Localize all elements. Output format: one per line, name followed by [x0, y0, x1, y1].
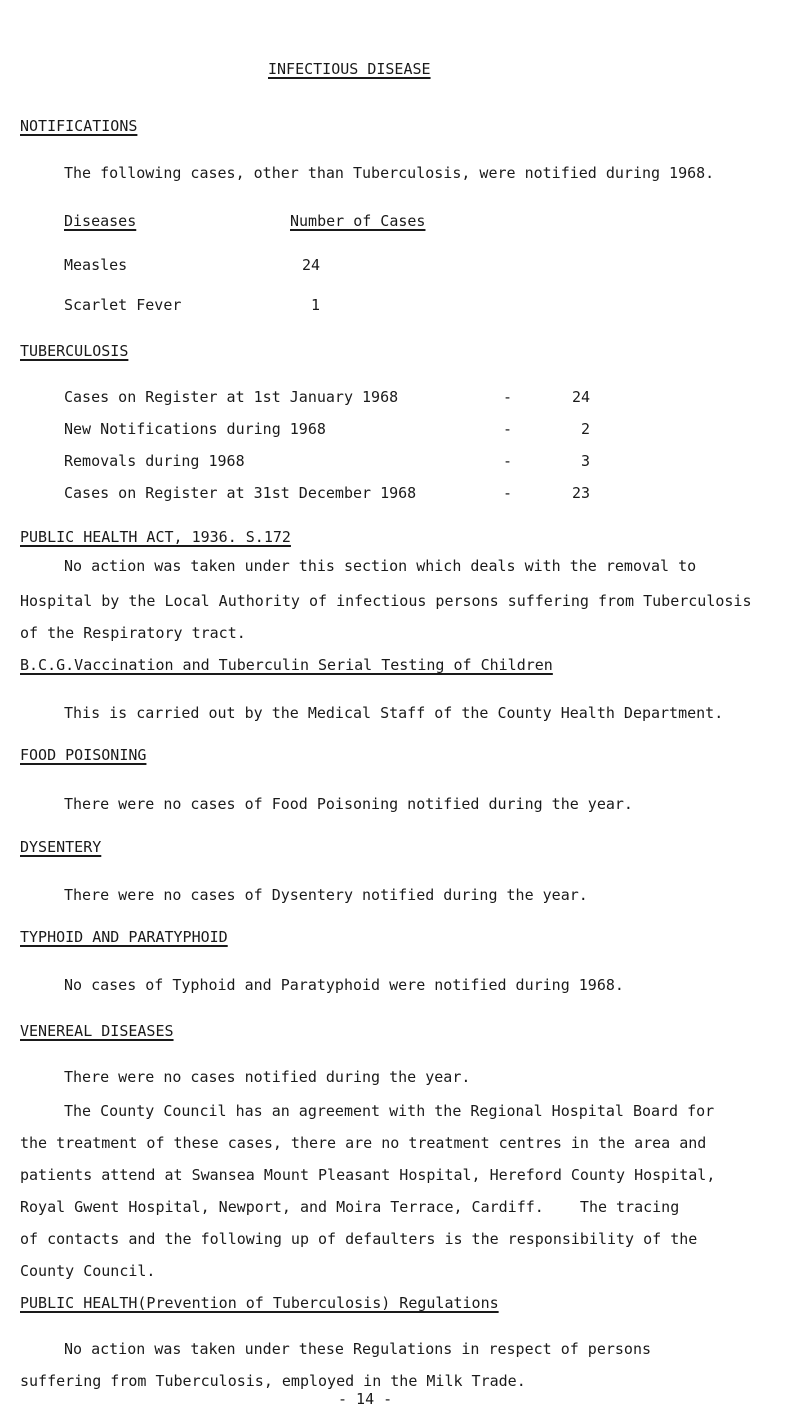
cases-column-header: Number of Cases — [290, 212, 426, 230]
tb-regulations-line: suffering from Tuberculosis, employed in the Milk Trade. — [20, 1372, 526, 1390]
tb-row-value: 3 — [580, 452, 590, 470]
tb-row-label: Removals during 1968 — [64, 452, 245, 470]
disease-cases: 1 — [310, 296, 320, 314]
notifications-intro: The following cases, other than Tuberculosis, were notified during 1968. — [64, 164, 715, 182]
tb-row-label: New Notifications during 1968 — [64, 420, 326, 438]
food-poisoning-heading: FOOD POISONING — [20, 746, 147, 764]
disease-cases: 24 — [301, 256, 320, 274]
tb-row-label: Cases on Register at 31st December 1968 — [64, 484, 417, 502]
tb-row-dash: - — [503, 388, 513, 406]
tb-row-value: 24 — [571, 388, 590, 406]
venereal-heading: VENEREAL DISEASES — [20, 1022, 174, 1040]
disease-name: Measles — [64, 256, 128, 274]
tb-row-dash: - — [503, 452, 513, 470]
tuberculosis-heading: TUBERCULOSIS — [20, 342, 129, 360]
venereal-line: of contacts and the following up of defaulters is the responsibility of the — [20, 1230, 698, 1248]
bcg-heading: B.C.G.Vaccination and Tuberculin Serial Testing of Children — [20, 656, 553, 674]
public-health-act-heading: PUBLIC HEALTH ACT, 1936. S.172 — [20, 528, 291, 546]
public-health-act-line: of the Respiratory tract. — [20, 624, 246, 642]
page-number: - 14 - — [338, 1390, 393, 1408]
tb-regulations-heading: PUBLIC HEALTH(Prevention of Tuberculosis) Regulations — [20, 1294, 499, 1312]
tb-row-dash: - — [503, 420, 513, 438]
dysentery-text: There were no cases of Dysentery notified during the year. — [64, 886, 588, 904]
venereal-line: County Council. — [20, 1262, 156, 1280]
page-title: INFECTIOUS DISEASE — [268, 60, 431, 78]
tb-row-value: 23 — [571, 484, 590, 502]
notifications-heading: NOTIFICATIONS — [20, 117, 138, 135]
diseases-column-header: Diseases — [64, 212, 137, 230]
venereal-line: the treatment of these cases, there are no treatment centres in the area and — [20, 1134, 707, 1152]
bcg-text: This is carried out by the Medical Staff of the County Health Department. — [64, 704, 724, 722]
venereal-line: The County Council has an agreement with the Regional Hospital Board for — [64, 1102, 715, 1120]
disease-name: Scarlet Fever — [64, 296, 182, 314]
typhoid-text: No cases of Typhoid and Paratyphoid were notified during 1968. — [64, 976, 624, 994]
dysentery-heading: DYSENTERY — [20, 838, 102, 856]
venereal-line: Royal Gwent Hospital, Newport, and Moira Terrace, Cardiff. The tracing — [20, 1198, 680, 1216]
tb-row-value: 2 — [580, 420, 590, 438]
venereal-line: There were no cases notified during the year. — [64, 1068, 471, 1086]
public-health-act-line: No action was taken under this section which deals with the removal to — [64, 557, 697, 575]
tb-row-label: Cases on Register at 1st January 1968 — [64, 388, 399, 406]
tb-regulations-line: No action was taken under these Regulations in respect of persons — [64, 1340, 651, 1358]
typhoid-heading: TYPHOID AND PARATYPHOID — [20, 928, 228, 946]
food-poisoning-text: There were no cases of Food Poisoning notified during the year. — [64, 795, 633, 813]
venereal-line: patients attend at Swansea Mount Pleasant Hospital, Hereford County Hospital, — [20, 1166, 716, 1184]
tb-row-dash: - — [503, 484, 513, 502]
public-health-act-line: Hospital by the Local Authority of infectious persons suffering from Tuberculosis — [20, 592, 752, 610]
